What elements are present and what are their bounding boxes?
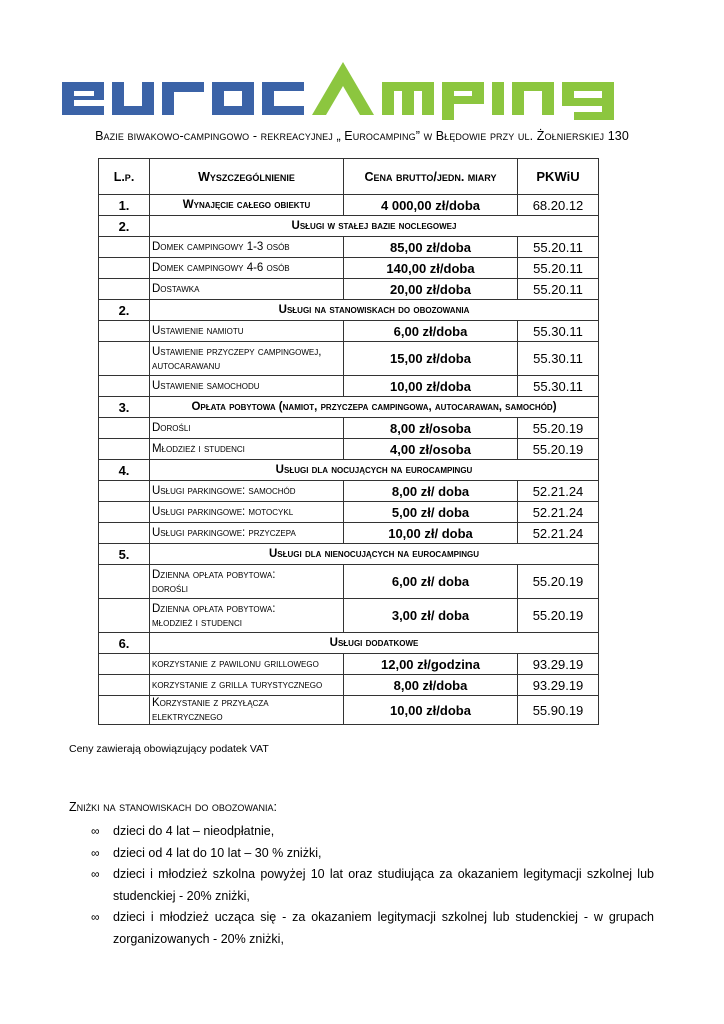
list-item [91, 864, 654, 907]
section-title: Usługi dla nocujących na eurocampingu [150, 460, 599, 481]
row-code: 52.21.24 [518, 523, 599, 544]
row-item [150, 565, 344, 599]
table-header-row [99, 159, 599, 195]
section-lp: 2. [99, 300, 150, 321]
section-lp: 3. [99, 397, 150, 418]
section-row [99, 633, 599, 654]
row-item-line2: młodzież i studenci [152, 616, 242, 629]
table-row [99, 321, 599, 342]
row-code: 93.29.19 [518, 675, 599, 696]
table-row [99, 654, 599, 675]
row-item: Domek campingowy 1-3 osób [150, 237, 344, 258]
row-code: 52.21.24 [518, 502, 599, 523]
row-price: 6,00 zł/ doba [344, 565, 518, 599]
row-price: 8,00 zł/ doba [344, 481, 518, 502]
table-row [99, 376, 599, 397]
table-row [99, 418, 599, 439]
table-row [99, 237, 599, 258]
row-price: 3,00 zł/ doba [344, 599, 518, 633]
section-title: Opłata pobytowa (namiot, przyczepa campingowa, autocarawan, samochód) [150, 397, 599, 418]
row-price: 140,00 zł/doba [344, 258, 518, 279]
section-row [99, 544, 599, 565]
row-item-line1: Dzienna opłata pobytowa: [152, 568, 276, 581]
row-price: 8,00 zł/osoba [344, 418, 518, 439]
row-item: Usługi parkingowe: samochód [150, 481, 344, 502]
row-price: 8,00 zł/doba [344, 675, 518, 696]
row-item: Wynajęcie całego obiektu [150, 195, 344, 216]
header-price: Cena brutto/jedn. miary [344, 159, 518, 195]
row-price: 20,00 zł/doba [344, 279, 518, 300]
row-price: 10,00 zł/doba [344, 696, 518, 725]
row-item-line2: dorośli [152, 582, 189, 595]
infinity-bullet-icon: ∞ [91, 910, 100, 924]
row-code: 93.29.19 [518, 654, 599, 675]
discount-text: dzieci i młodzież ucząca się - za okazaniem legitymacji szkolnej lub studenckiej - w grupach zorganizowanych - 20% zniżki, [113, 910, 654, 946]
list-item [91, 843, 654, 865]
row-item: Dostawka [150, 279, 344, 300]
row-price: 15,00 zł/doba [344, 342, 518, 376]
row-code: 55.20.11 [518, 237, 599, 258]
row-price: 10,00 zł/doba [344, 376, 518, 397]
section-title: Usługi na stanowiskach do obozowania [150, 300, 599, 321]
section-lp: 4. [99, 460, 150, 481]
discounts-list [91, 821, 654, 950]
row-price: 6,00 zł/doba [344, 321, 518, 342]
table-row [99, 258, 599, 279]
section-lp: 2. [99, 216, 150, 237]
row-code: 55.30.11 [518, 321, 599, 342]
row-item: Usługi parkingowe: motocykl [150, 502, 344, 523]
row-code: 68.20.12 [518, 195, 599, 216]
row-code: 52.21.24 [518, 481, 599, 502]
list-item [91, 907, 654, 950]
row-item: Usługi parkingowe: przyczepa [150, 523, 344, 544]
row-code: 55.20.11 [518, 258, 599, 279]
table-row [99, 675, 599, 696]
row-code: 55.30.11 [518, 376, 599, 397]
table-row [99, 439, 599, 460]
discount-text: dzieci od 4 lat do 10 lat – 30 % zniżki, [113, 845, 322, 860]
price-table [98, 158, 599, 725]
row-code: 55.20.11 [518, 279, 599, 300]
row-price: 10,00 zł/ doba [344, 523, 518, 544]
row-item: Domek campingowy 4-6 osób [150, 258, 344, 279]
table-row [99, 342, 599, 376]
document-subtitle: Bazie biwakowo-campingowo - rekreacyjnej „ Eurocamping” w Błędowie przy ul. Żołnierskiej 130 [95, 129, 629, 143]
section-lp: 5. [99, 544, 150, 565]
row-code: 55.20.19 [518, 439, 599, 460]
vat-note: Ceny zawierają obowiązujący podatek VAT [69, 743, 269, 755]
header-code: PKWiU [518, 159, 599, 195]
table-row [99, 523, 599, 544]
table-row [99, 599, 599, 633]
row-code: 55.30.11 [518, 342, 599, 376]
list-item [91, 821, 654, 843]
header-item: Wyszczególnienie [150, 159, 344, 195]
row-item: Ustawienie samochodu [150, 376, 344, 397]
section-lp: 6. [99, 633, 150, 654]
infinity-bullet-icon: ∞ [91, 824, 100, 838]
discount-text: dzieci i młodzież szkolna powyżej 10 lat oraz studiująca za okazaniem legitymacji szkolnej lub studenckiej - 20% zniżki, [113, 867, 654, 903]
row-code: 55.20.19 [518, 599, 599, 633]
row-item: Dorośli [150, 418, 344, 439]
section-row [99, 216, 599, 237]
row-lp: 1. [99, 195, 150, 216]
eurocamping-logo [62, 58, 618, 120]
section-title: Usługi dodatkowe [150, 633, 599, 654]
row-price: 12,00 zł/godzina [344, 654, 518, 675]
discount-text: dzieci do 4 lat – nieodpłatnie, [113, 824, 275, 838]
row-price: 5,00 zł/ doba [344, 502, 518, 523]
row-item: Ustawienie namiotu [150, 321, 344, 342]
table-row [99, 565, 599, 599]
table-row [99, 696, 599, 725]
header-lp: L.p. [99, 159, 150, 195]
infinity-bullet-icon: ∞ [91, 867, 100, 881]
row-item [150, 599, 344, 633]
table-row [99, 502, 599, 523]
row-item: Ustawienie przyczepy campingowej, autocarawanu [150, 342, 344, 376]
section-row [99, 397, 599, 418]
table-row [99, 481, 599, 502]
section-row [99, 460, 599, 481]
discounts-title: Zniżki na stanowiskach do obozowania: [69, 800, 278, 814]
table-row [99, 195, 599, 216]
infinity-bullet-icon: ∞ [91, 845, 100, 860]
row-price: 85,00 zł/doba [344, 237, 518, 258]
row-code: 55.90.19 [518, 696, 599, 725]
section-row [99, 300, 599, 321]
row-code: 55.20.19 [518, 565, 599, 599]
row-code: 55.20.19 [518, 418, 599, 439]
row-price: 4 000,00 zł/doba [344, 195, 518, 216]
table-row [99, 279, 599, 300]
section-title: Usługi dla nienocujących na eurocampingu [150, 544, 599, 565]
section-title: Usługi w stałej bazie noclegowej [150, 216, 599, 237]
row-item-line1: Dzienna opłata pobytowa: [152, 602, 276, 615]
row-item: korzystanie z grilla turystycznego [150, 675, 344, 696]
row-item: Korzystanie z przyłącza elektrycznego [150, 696, 344, 725]
row-price: 4,00 zł/osoba [344, 439, 518, 460]
row-item: korzystanie z pawilonu grillowego [150, 654, 344, 675]
row-item: Młodzież i studenci [150, 439, 344, 460]
